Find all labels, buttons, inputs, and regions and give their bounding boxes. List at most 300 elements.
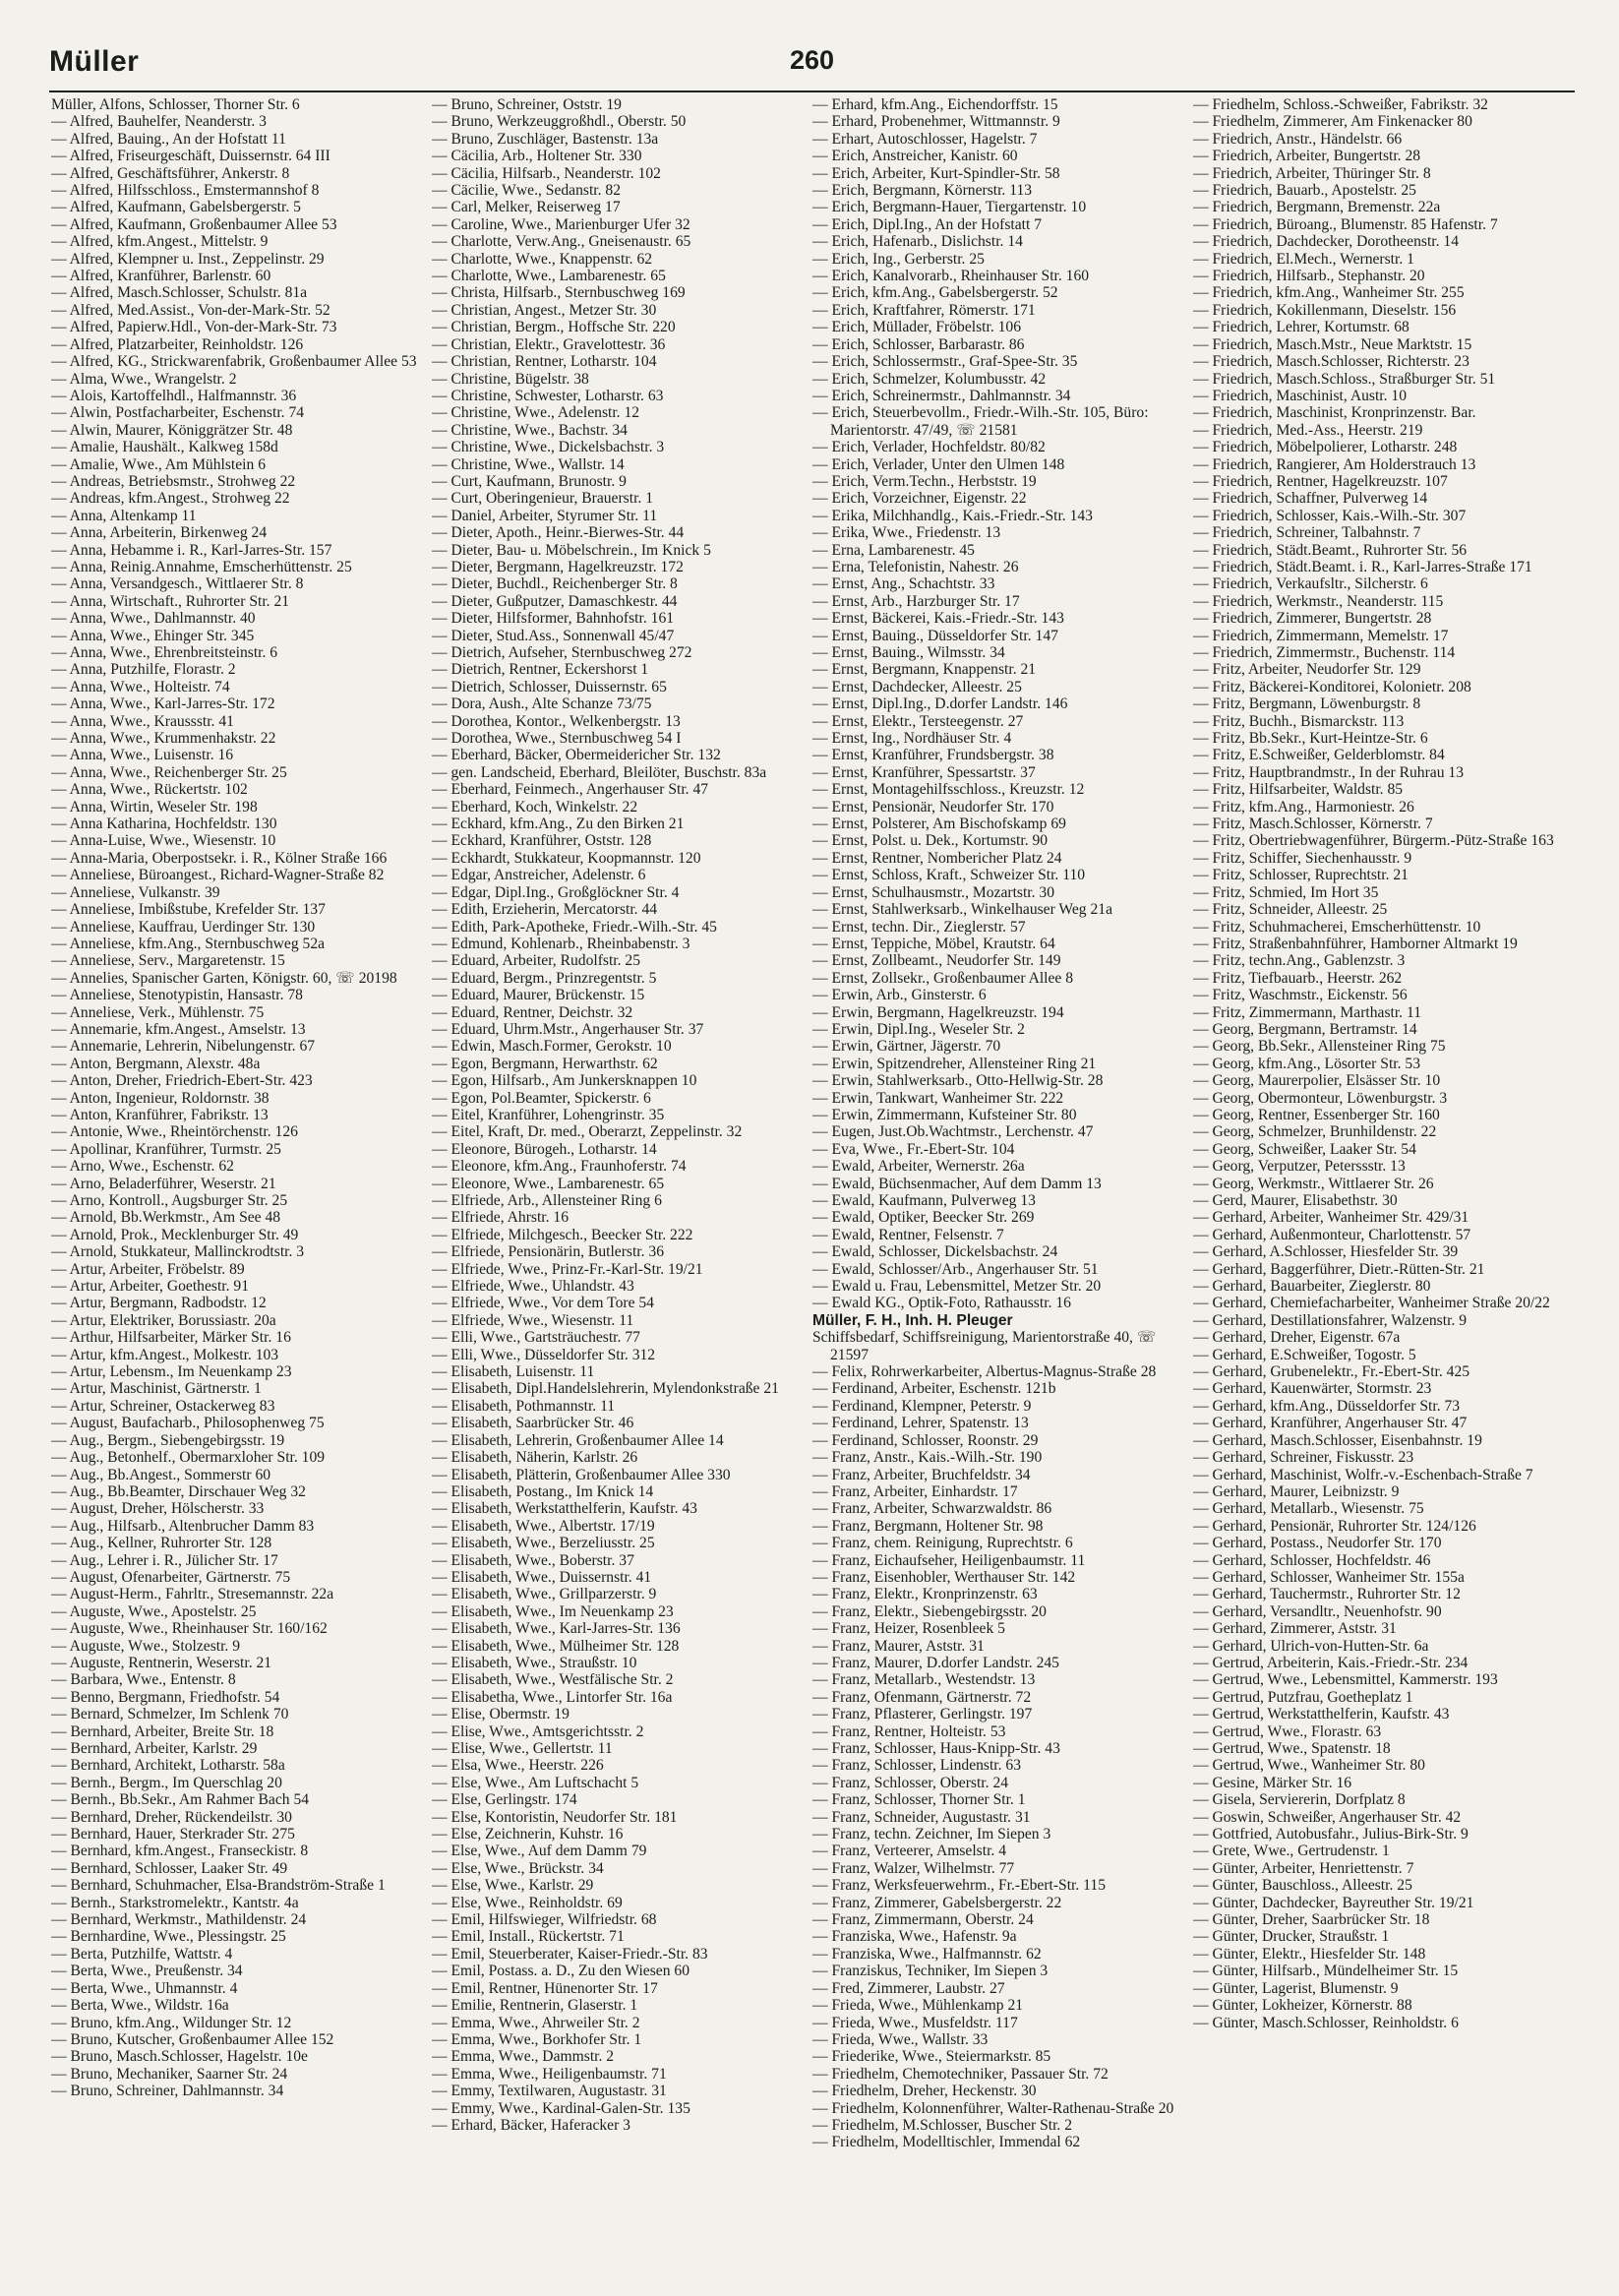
directory-entry: — Eckhard, Kranführer, Oststr. 128 [432,832,652,850]
directory-entry: — Ernst, Pensionär, Neudorfer Str. 170 [812,798,1054,816]
directory-entry: — Franz, Bergmann, Holtener Str. 98 [812,1517,1044,1535]
directory-columns [51,96,1574,2270]
directory-entry: — Franz, Arbeiter, Einhardstr. 17 [812,1482,1018,1500]
directory-entry: — Anneliese, Vulkanstr. 39 [51,883,220,901]
directory-entry: — Friedhelm, M.Schlosser, Buscher Str. 2 [812,2116,1073,2134]
directory-entry: — Erich, Bergmann-Hauer, Tiergartenstr. 10 [812,199,1087,216]
directory-entry: — Gerhard, Kauenwärter, Stormstr. 23 [1193,1380,1432,1398]
directory-entry: — Anton, Dreher, Friedrich-Ebert-Str. 423 [51,1072,313,1090]
directory-entry: — Erhard, kfm.Ang., Eichendorffstr. 15 [812,96,1058,113]
directory-entry: — Franz, Elektr., Kronprinzenstr. 63 [812,1586,1038,1603]
directory-entry: — Christian, Elektr., Gravelottestr. 36 [432,335,666,353]
directory-entry: — Emil, Postass. a. D., Zu den Wiesen 60 [432,1963,690,1980]
directory-entry: — Dieter, Bergmann, Hagelkreuzstr. 172 [432,558,684,575]
directory-entry: — Gerhard, Maurer, Leibnizstr. 9 [1193,1482,1400,1500]
directory-entry: — Christian, Angest., Metzer Str. 30 [432,301,657,319]
directory-entry: — Alwin, Maurer, Königgrätzer Str. 48 [51,421,293,439]
directory-entry: — Bruno, Werkzeuggroßhdl., Oberstr. 50 [432,113,687,131]
directory-entry: — Elfriede, Ahrstr. 16 [432,1209,570,1227]
directory-entry: — Eberhard, Koch, Winkelstr. 22 [432,798,638,816]
directory-entry: — Ernst, Schulhausmstr., Mozartstr. 30 [812,883,1055,901]
directory-entry: — Emma, Wwe., Dammstr. 2 [432,2048,615,2066]
directory-entry: — Frieda, Wwe., Mühlenkamp 21 [812,1997,1024,2015]
directory-entry: — Anna, Hebamme i. R., Karl-Jarres-Str. 157 [51,541,332,559]
directory-entry: — Elfriede, Wwe., Uhlandstr. 43 [432,1278,634,1296]
directory-entry: — Fritz, Obertriebwagenführer, Bürgerm.-Pütz-Straße 163 [1193,832,1554,850]
directory-entry: — Arnold, Prok., Mecklenburger Str. 49 [51,1226,299,1243]
directory-entry: — Gerhard, Versandltr., Neuenhofstr. 90 [1193,1602,1442,1620]
directory-entry: — Gerhard, Maschinist, Wolfr.-v.-Eschenbach-Straße 7 [1193,1466,1533,1483]
directory-entry: — Franz, Zimmerer, Gabelsbergerstr. 22 [812,1894,1062,1911]
directory-entry: — Gerhard, Masch.Schlosser, Eisenbahnstr. 19 [1193,1431,1482,1449]
directory-entry: — Georg, Verputzer, Peterssstr. 13 [1193,1158,1406,1176]
directory-entry: — Gerhard, Bauarbeiter, Zieglerstr. 80 [1193,1278,1431,1296]
directory-entry: — Erich, Verlader, Hochfeldstr. 80/82 [812,439,1046,456]
directory-entry: — Friedhelm, Dreher, Heckenstr. 30 [812,2083,1037,2100]
directory-entry: — Gerhard, Destillationsfahrer, Walzenstr. 9 [1193,1311,1467,1329]
directory-entry: — Eitel, Kraft, Dr. med., Oberarzt, Zeppelinstr. 32 [432,1123,743,1141]
directory-entry: — Alfred, Med.Assist., Von-der-Mark-Str. 52 [51,301,330,319]
directory-entry: — August, Ofenarbeiter, Gärtnerstr. 75 [51,1568,291,1586]
directory-entry: — Charlotte, Wwe., Knappenstr. 62 [432,250,653,268]
directory-entry: — Bruno, kfm.Ang., Wildunger Str. 12 [51,2014,292,2031]
directory-entry: — Anna, Wwe., Dahlmannstr. 40 [51,610,256,628]
directory-entry: — Antonie, Wwe., Rheintörchenstr. 126 [51,1123,298,1141]
directory-entry: — Egon, Pol.Beamter, Spickerstr. 6 [432,1089,651,1107]
directory-entry: — Anton, Bergmann, Alexstr. 48a [51,1055,261,1072]
directory-entry: — Bernhard, Architekt, Lotharstr. 58a [51,1757,285,1775]
directory-entry: — Friedrich, Bauarb., Apostelstr. 25 [1193,182,1416,200]
directory-entry: — Edwin, Masch.Former, Gerokstr. 10 [432,1038,672,1056]
directory-entry: — Bernh., Bb.Sekr., Am Rahmer Bach 54 [51,1791,310,1809]
directory-entry: — Alfred, Klempner u. Inst., Zeppelinstr. 29 [51,250,325,268]
directory-entry: — Alfred, Bauing., An der Hofstatt 11 [51,130,286,148]
directory-entry: — Dieter, Gußputzer, Damaschkestr. 44 [432,592,678,610]
directory-entry: — Bernhard, kfm.Angest., Franseckistr. 8 [51,1843,309,1860]
directory-entry: — Gerhard, Kranführer, Angerhauser Str. 47 [1193,1415,1468,1432]
directory-entry: — Franz, Schlosser, Oberstr. 24 [812,1774,1009,1791]
directory-entry: — Dieter, Stud.Ass., Sonnenwall 45/47 [432,627,675,644]
directory-entry: — Ernst, Dipl.Ing., D.dorfer Landstr. 146 [812,695,1068,713]
directory-entry: — Alfred, KG., Strickwarenfabrik, Großenbaumer Allee 53 [51,353,417,371]
directory-entry: — Friederike, Wwe., Steiermarkstr. 85 [812,2048,1051,2066]
directory-entry: — Alfred, Friseurgeschäft, Duissernstr. 64 III [51,148,330,165]
directory-entry: — Anna, Altenkamp 11 [51,507,197,524]
directory-entry: — Friedrich, Maschinist, Kronprinzenstr. Bar. [1193,404,1476,422]
directory-entry: — Anna, Wwe., Krummenhakstr. 22 [51,730,276,748]
directory-entry: — Günter, Elektr., Hiesfelder Str. 148 [1193,1945,1426,1963]
directory-entry: — Fritz, Schlosser, Ruprechtstr. 21 [1193,867,1409,884]
directory-entry: — Georg, Rentner, Essenberger Str. 160 [1193,1106,1440,1123]
directory-entry: — Georg, Schweißer, Laaker Str. 54 [1193,1140,1416,1158]
directory-entry: — Franz, Walzer, Wilhelmstr. 77 [812,1859,1015,1877]
directory-entry: — Anna, Putzhilfe, Florastr. 2 [51,661,236,679]
directory-entry: — Fritz, Masch.Schlosser, Körnerstr. 7 [1193,816,1433,833]
directory-entry: — Gertrud, Wwe., Lebensmittel, Kammerstr. 193 [1193,1671,1498,1689]
directory-entry: — Aug., Betonhelf., Obermarxloher Str. 109 [51,1449,326,1467]
directory-entry: — Else, Kontoristin, Neudorfer Str. 181 [432,1808,678,1826]
directory-entry: — Erich, Verm.Techn., Herbststr. 19 [812,472,1037,490]
directory-entry: — Emil, Steuerberater, Kaiser-Friedr.-Str. 83 [432,1945,708,1963]
directory-entry: — Artur, Maschinist, Gärtnerstr. 1 [51,1380,262,1398]
directory-entry: — Else, Wwe., Reinholdstr. 69 [432,1894,623,1911]
directory-entry: — Franz, Eisenhobler, Werthauser Str. 142 [812,1568,1076,1586]
directory-entry: — Emmy, Wwe., Kardinal-Galen-Str. 135 [432,2099,690,2117]
directory-entry: — Gertrud, Wwe., Wanheimer Str. 80 [1193,1757,1425,1775]
directory-entry: — Aug., Hilfsarb., Altenbrucher Damm 83 [51,1517,315,1535]
directory-entry: — Georg, Schmelzer, Brunhildenstr. 22 [1193,1123,1437,1141]
directory-entry: — Elisabeth, Wwe., Grillparzerstr. 9 [432,1586,657,1603]
directory-entry: — Alfred, Masch.Schlosser, Schulstr. 81a [51,284,308,302]
directory-entry: — Friedrich, Masch.Mstr., Neue Marktstr. 15 [1193,335,1472,353]
firm-entry: Müller, F. H., Inh. H. Pleuger [812,1311,1013,1329]
directory-entry: — Felix, Rohrwerkarbeiter, Albertus-Magnus-Straße 28 [812,1363,1157,1381]
directory-entry: — Erich, Steuerbevollm., Friedr.-Wilh.-Str. 105, Büro: Marientorstr. 47/49, ☏ 21581 [812,404,1149,439]
directory-entry: — Gerhard, E.Schweißer, Togostr. 5 [1193,1346,1416,1363]
directory-entry: — Georg, Maurerpolier, Elsässer Str. 10 [1193,1072,1441,1090]
directory-entry: — Erich, Vorzeichner, Eigenstr. 22 [812,490,1027,508]
directory-entry: — Fritz, Arbeiter, Neudorfer Str. 129 [1193,661,1421,679]
directory-entry: — Aug., Bergm., Siebengebirgsstr. 19 [51,1431,285,1449]
directory-entry: — Bruno, Zuschläger, Bastenstr. 13a [432,130,659,148]
directory-entry: — Benno, Bergmann, Friedhofstr. 54 [51,1688,280,1706]
directory-entry: — Bernh., Bergm., Im Querschlag 20 [51,1774,282,1791]
directory-entry: — Friedrich, Schreiner, Talbahnstr. 7 [1193,524,1421,542]
directory-entry: — Anneliese, Stenotypistin, Hansastr. 78 [51,987,303,1004]
directory-entry: — Gesine, Märker Str. 16 [1193,1774,1352,1791]
directory-entry: — Franz, Werksfeuerwehrm., Fr.-Ebert-Str. 115 [812,1877,1106,1895]
directory-entry: — Erich, Schmelzer, Kolumbusstr. 42 [812,370,1047,388]
directory-entry: — Alma, Wwe., Wrangelstr. 2 [51,370,237,388]
directory-entry: — Emma, Wwe., Ahrweiler Str. 2 [432,2014,640,2031]
directory-entry: — Anneliese, Büroangest., Richard-Wagner-Straße 82 [51,867,385,884]
directory-entry: — Edmund, Kohlenarb., Rheinbabenstr. 3 [432,935,690,952]
directory-entry: — Erwin, Gärtner, Jägerstr. 70 [812,1038,1001,1056]
directory-entry: — Erwin, Dipl.Ing., Weseler Str. 2 [812,1020,1025,1038]
directory-entry: — Fritz, E.Schweißer, Gelderblomstr. 84 [1193,747,1445,764]
directory-entry: — Günter, Lagerist, Blumenstr. 9 [1193,1979,1399,1997]
directory-entry: — Anneliese, Verk., Mühlenstr. 75 [51,1003,265,1021]
directory-entry: — Annemarie, Lehrerin, Nibelungenstr. 67 [51,1038,316,1056]
directory-entry: — Franz, Arbeiter, Bruchfeldstr. 34 [812,1466,1031,1483]
directory-entry: — Curt, Oberingenieur, Brauerstr. 1 [432,490,653,508]
directory-entry: — Emma, Wwe., Heiligenbaumstr. 71 [432,2065,667,2083]
directory-entry: — Bernhard, Dreher, Rückendeilstr. 30 [51,1808,292,1826]
directory-entry: — Friedrich, kfm.Ang., Wanheimer Str. 255 [1193,284,1465,302]
directory-entry: — Friedrich, Lehrer, Kortumstr. 68 [1193,319,1409,336]
directory-entry: — Friedhelm, Chemotechniker, Passauer Str. 72 [812,2065,1109,2083]
directory-entry: — Else, Zeichnerin, Kuhstr. 16 [432,1826,624,1843]
directory-entry: — Anna, Reinig.Annahme, Emscherhüttenstr. 25 [51,558,352,575]
directory-entry: — Friedrich, Masch.Schloss., Straßburger Str. 51 [1193,370,1496,388]
directory-entry: — Artur, Arbeiter, Goethestr. 91 [51,1278,249,1296]
directory-entry: — Edgar, Dipl.Ing., Großglöckner Str. 4 [432,883,680,901]
directory-entry: — Bernhard, Arbeiter, Karlstr. 29 [51,1740,258,1757]
directory-entry: — Günter, Lokheizer, Körnerstr. 88 [1193,1997,1412,2015]
directory-entry: — Erhart, Autoschlosser, Hagelstr. 7 [812,130,1038,148]
directory-entry: — Arthur, Hilfsarbeiter, Märker Str. 16 [51,1329,291,1347]
directory-entry: — Friedrich, Städt.Beamt., Ruhrorter Str. 56 [1193,541,1468,559]
directory-entry: — Friedhelm, Schloss.-Schweißer, Fabrikstr. 32 [1193,96,1488,113]
directory-entry: — Franz, Elektr., Siebengebirgsstr. 20 [812,1602,1047,1620]
directory-entry: — Franz, Heizer, Rosenbleek 5 [812,1620,1005,1638]
directory-entry: — Alfred, Papierw.Hdl., Von-der-Mark-Str. 73 [51,319,337,336]
directory-entry: — Gerhard, Grubenelektr., Fr.-Ebert-Str. 425 [1193,1363,1470,1381]
directory-entry: — Günter, Hilfsarb., Mündelheimer Str. 15 [1193,1963,1459,1980]
directory-entry: — Edith, Erzieherin, Mercatorstr. 44 [432,901,658,919]
directory-entry: — Bernhard, Werkmstr., Mathildenstr. 24 [51,1911,307,1929]
directory-entry: — Christine, Wwe., Dickelsbachstr. 3 [432,439,665,456]
directory-entry: — Egon, Bergmann, Herwarthstr. 62 [432,1055,658,1072]
directory-entry: — Ferdinand, Klempner, Peterstr. 9 [812,1397,1032,1415]
directory-entry: — Ewald, Rentner, Felsenstr. 7 [812,1226,1004,1243]
directory-entry: — Erich, Verlader, Unter den Ulmen 148 [812,455,1065,473]
directory-entry: — Fritz, Bäckerei-Konditorei, Kolonietr. 208 [1193,678,1471,695]
directory-entry: — Elisabeth, Werkstatthelferin, Kaufstr. 43 [432,1500,697,1518]
directory-entry: — Eva, Wwe., Fr.-Ebert-Str. 104 [812,1140,1015,1158]
directory-entry: — Gerhard, Postass., Neudorfer Str. 170 [1193,1535,1442,1552]
directory-entry: — Ernst, Polsterer, Am Bischofskamp 69 [812,816,1066,833]
directory-entry: — Friedrich, Schlosser, Kais.-Wilh.-Str. 307 [1193,507,1467,524]
directory-entry: — Gerhard, Metallarb., Wiesenstr. 75 [1193,1500,1424,1518]
directory-entry: — Franziska, Wwe., Halfmannstr. 62 [812,1945,1042,1963]
directory-entry: — Anna, Wwe., Rückertstr. 102 [51,781,248,799]
directory-entry: — Artur, Arbeiter, Fröbelstr. 89 [51,1260,245,1278]
directory-entry: — Günter, Drucker, Straußstr. 1 [1193,1928,1390,1946]
column-1 [51,96,432,2270]
directory-entry: — Elfriede, Milchgesch., Beecker Str. 222 [432,1226,693,1243]
directory-entry: — Anna, Wirtin, Weseler Str. 198 [51,798,258,816]
directory-entry: — Gerhard, Ulrich-von-Hutten-Str. 6a [1193,1637,1429,1655]
directory-entry: — Daniel, Arbeiter, Styrumer Str. 11 [432,507,658,524]
directory-entry: — Elise, Wwe., Amtsgerichtsstr. 2 [432,1722,644,1740]
directory-entry: — Erich, kfm.Ang., Gabelsbergerstr. 52 [812,284,1058,302]
directory-entry: — August-Herm., Fahrltr., Stresemannstr. 22a [51,1586,334,1603]
directory-entry: — Ferdinand, Arbeiter, Eschenstr. 121b [812,1380,1056,1398]
directory-entry: — Friedrich, Arbeiter, Thüringer Str. 8 [1193,164,1431,182]
directory-entry: — Arnold, Stukkateur, Mallinckrodtstr. 3 [51,1243,305,1261]
directory-entry: — Gertrud, Wwe., Florastr. 63 [1193,1722,1382,1740]
directory-entry: — Eberhard, Bäcker, Obermeidericher Str. 132 [432,747,721,764]
directory-entry: — Anton, Kranführer, Fabrikstr. 13 [51,1106,269,1123]
directory-entry: — Dora, Aush., Alte Schanze 73/75 [432,695,652,713]
directory-entry: — Elisabeth, Wwe., Duissernstr. 41 [432,1568,652,1586]
directory-entry: — Erich, Kraftfahrer, Römerstr. 171 [812,301,1036,319]
directory-entry: — Alfred, Kaufmann, Gabelsbergerstr. 5 [51,199,301,216]
directory-entry: — Berta, Wwe., Preußenstr. 34 [51,1963,243,1980]
directory-entry: — Eleonore, kfm.Ang., Fraunhoferstr. 74 [432,1158,687,1176]
directory-entry: — Friedrich, Arbeiter, Bungertstr. 28 [1193,148,1421,165]
directory-entry: — Ernst, Bäckerei, Kais.-Friedr.-Str. 143 [812,610,1064,628]
directory-entry: — Elfriede, Wwe., Prinz-Fr.-Karl-Str. 19/21 [432,1260,703,1278]
directory-entry: — Franz, Metallarb., Westendstr. 13 [812,1671,1036,1689]
directory-entry: — Else, Gerlingstr. 174 [432,1791,577,1809]
directory-entry: — Emilie, Rentnerin, Glaserstr. 1 [432,1997,638,2015]
directory-entry: — Andreas, Betriebsmstr., Strohweg 22 [51,472,296,490]
directory-entry: — Erich, Ing., Gerberstr. 25 [812,250,985,268]
directory-entry: — Emil, Hilfswieger, Wilfriedstr. 68 [432,1911,657,1929]
directory-entry: — Friedrich, Bergmann, Bremenstr. 22a [1193,199,1441,216]
header-surname: Müller [49,45,140,78]
directory-entry: — Elisabeth, Saarbrücker Str. 46 [432,1415,634,1432]
directory-entry: — Caroline, Wwe., Marienburger Ufer 32 [432,215,690,233]
directory-entry: — Anna, Versandgesch., Wittlaerer Str. 8 [51,575,304,593]
directory-entry: — Günter, Masch.Schlosser, Reinholdstr. 6 [1193,2014,1459,2031]
directory-entry: — Alfred, kfm.Angest., Mittelstr. 9 [51,233,269,251]
column-3 [812,96,1193,2270]
directory-entry: — Alfred, Platzarbeiter, Reinholdstr. 126 [51,335,304,353]
directory-entry: — Elfriede, Pensionärin, Butlerstr. 36 [432,1243,665,1261]
directory-entry: — Eduard, Bergm., Prinzregentstr. 5 [432,969,657,987]
directory-entry: — Dieter, Apoth., Heinr.-Bierwes-Str. 44 [432,524,685,542]
directory-entry: — Carl, Melker, Reiserweg 17 [432,199,621,216]
directory-entry: — Anna, Wwe., Karl-Jarres-Str. 172 [51,695,275,713]
directory-entry: — Erwin, Bergmann, Hagelkreuzstr. 194 [812,1003,1064,1021]
directory-entry: — Ernst, Montagehilfsschloss., Kreuzstr. 12 [812,781,1085,799]
directory-entry: — Ernst, Teppiche, Möbel, Krautstr. 64 [812,935,1055,952]
directory-entry: — Anna, Wwe., Ehrenbreitsteinstr. 6 [51,644,278,661]
directory-entry: — Bruno, Mechaniker, Saarner Str. 24 [51,2065,288,2083]
directory-entry: — Grete, Wwe., Gertrudenstr. 1 [1193,1843,1390,1860]
directory-entry: — Dorothea, Kontor., Welkenbergstr. 13 [432,712,681,730]
directory-entry: — Bernhard, Schuhmacher, Elsa-Brandström-Straße 1 [51,1877,386,1895]
directory-entry: — Berta, Wwe., Uhmannstr. 4 [51,1979,238,1997]
directory-entry: — Eckhard, kfm.Ang., Zu den Birken 21 [432,816,685,833]
directory-entry: — Elisabeth, Wwe., Boberstr. 37 [432,1551,634,1569]
directory-entry: — Erwin, Stahlwerksarb., Otto-Hellwig-Str. 28 [812,1072,1104,1090]
directory-entry: — Erich, Hafenarb., Dislichstr. 14 [812,233,1023,251]
directory-entry: — Erich, Anstreicher, Kanistr. 60 [812,148,1018,165]
directory-entry: — Günter, Dachdecker, Bayreuther Str. 19/21 [1193,1894,1474,1911]
directory-entry: — Günter, Dreher, Saarbrücker Str. 18 [1193,1911,1430,1929]
directory-entry: — Friedrich, Masch.Schlosser, Richterstr. 23 [1193,353,1469,371]
directory-entry: — Anna, Wirtschaft., Ruhrorter Str. 21 [51,592,290,610]
directory-entry: — Anna, Wwe., Luisenstr. 16 [51,747,234,764]
directory-entry: — Elise, Wwe., Gellertstr. 11 [432,1740,613,1757]
directory-entry: — gen. Landscheid, Eberhard, Bleilöter, Buschstr. 83a [432,763,767,781]
directory-entry: — Gertrud, Putzfrau, Goetheplatz 1 [1193,1688,1413,1706]
directory-entry: — Ernst, Elektr., Tersteegenstr. 27 [812,712,1024,730]
directory-entry: — Goswin, Schweißer, Angerhauser Str. 42 [1193,1808,1462,1826]
directory-entry: — Dietrich, Aufseher, Sternbuschweg 272 [432,644,692,661]
directory-entry: — Ernst, Schloss, Kraft., Schweizer Str. 110 [812,867,1086,884]
directory-entry: — Friedrich, Möbelpolierer, Lotharstr. 248 [1193,439,1458,456]
directory-entry: — Anneliese, Imbißstube, Krefelder Str. 137 [51,901,326,919]
directory-entry: — Berta, Putzhilfe, Wattstr. 4 [51,1945,233,1963]
directory-entry: — Gerhard, Schreiner, Fiskusstr. 23 [1193,1449,1414,1467]
directory-entry: — Dieter, Buchdl., Reichenberger Str. 8 [432,575,678,593]
directory-entry: — Friedrich, Werkmstr., Neanderstr. 115 [1193,592,1444,610]
directory-entry: — Amalie, Haushält., Kalkweg 158d [51,439,278,456]
directory-entry: — Elisabeth, Wwe., Berzeliusstr. 25 [432,1535,655,1552]
directory-entry: — Eugen, Just.Ob.Wachtmstr., Lerchenstr. 47 [812,1123,1094,1141]
directory-entry: — Christine, Wwe., Bachstr. 34 [432,421,628,439]
directory-entry: — Eitel, Kranführer, Lohengrinstr. 35 [432,1106,665,1123]
directory-entry: — Christa, Hilfsarb., Sternbuschweg 169 [432,284,686,302]
directory-entry: — Elisabeth, Näherin, Karlstr. 26 [432,1449,638,1467]
directory-entry: — Franziska, Wwe., Hafenstr. 9a [812,1928,1017,1946]
directory-entry: — Friedhelm, Kolonnenführer, Walter-Rathenau-Straße 20 [812,2099,1174,2117]
directory-entry: — Friedrich, Zimmermstr., Buchenstr. 114 [1193,644,1456,661]
directory-entry: — Friedrich, El.Mech., Wernerstr. 1 [1193,250,1414,268]
directory-entry: — Arnold, Bb.Werkmstr., Am See 48 [51,1209,281,1227]
column-4 [1193,96,1574,2270]
directory-entry: — Artur, kfm.Angest., Molkestr. 103 [51,1346,279,1363]
directory-entry: — Alfred, Kaufmann, Großenbaumer Allee 53 [51,215,337,233]
directory-entry: — Friedrich, Büroang., Blumenstr. 85 Hafenstr. 7 [1193,215,1498,233]
page-number: 260 [789,45,835,75]
directory-entry: — Ernst, Ing., Nordhäuser Str. 4 [812,730,1012,748]
directory-entry: — Erna, Telefonistin, Nahestr. 26 [812,558,1019,575]
directory-entry: — Franz, Maurer, D.dorfer Landstr. 245 [812,1654,1059,1671]
directory-entry: — Bernh., Starkstromelektr., Kantstr. 4a [51,1894,299,1911]
directory-entry: — Günter, Bauschloss., Alleestr. 25 [1193,1877,1412,1895]
directory-entry: — Gerhard, Arbeiter, Wanheimer Str. 429/31 [1193,1209,1469,1227]
directory-entry: — Anna Katharina, Hochfeldstr. 130 [51,816,277,833]
directory-entry: — Gerhard, kfm.Ang., Düsseldorfer Str. 73 [1193,1397,1461,1415]
directory-entry: — Fritz, Straßenbahnführer, Hamborner Altmarkt 19 [1193,935,1518,952]
directory-entry: — Elisabeth, Wwe., Straußstr. 10 [432,1654,637,1671]
directory-entry: — Edgar, Anstreicher, Adelenstr. 6 [432,867,646,884]
directory-entry: — Aug., Lehrer i. R., Jülicher Str. 17 [51,1551,278,1569]
directory-entry: — Erich, Schlosser, Barbarastr. 86 [812,335,1025,353]
directory-entry: — Emil, Install., Rückertstr. 71 [432,1928,625,1946]
directory-entry: — Friedrich, Maschinist, Austr. 10 [1193,387,1408,404]
directory-entry: — Anneliese, Serv., Margaretenstr. 15 [51,952,285,970]
directory-entry: — Auguste, Rentnerin, Weserstr. 21 [51,1654,272,1671]
directory-entry: — Annemarie, kfm.Angest., Amselstr. 13 [51,1020,306,1038]
directory-entry: — Elisabeth, Wwe., Westfälische Str. 2 [432,1671,674,1689]
directory-entry: — Elisabeth, Wwe., Albertstr. 17/19 [432,1517,655,1535]
directory-entry: — Frieda, Wwe., Musfeldstr. 117 [812,2014,1018,2031]
directory-entry: — Friedrich, Dachdecker, Dorotheenstr. 14 [1193,233,1460,251]
directory-entry: — Elfriede, Wwe., Wiesenstr. 11 [432,1311,634,1329]
directory-entry: — Elisabeth, Postang., Im Knick 14 [432,1482,654,1500]
directory-entry: — Georg, kfm.Ang., Lösorter Str. 53 [1193,1055,1420,1072]
directory-entry: — Ewald KG., Optik-Foto, Rathausstr. 16 [812,1295,1071,1312]
directory-entry: — Fritz, Schuhmacherei, Emscherhüttenstr. 10 [1193,918,1481,936]
directory-entry: — Gerhard, Baggerführer, Dietr.-Rütten-Str. 21 [1193,1260,1485,1278]
directory-entry: — Fritz, Schiffer, Siechenhausstr. 9 [1193,849,1412,867]
directory-entry: — Gerhard, Außenmonteur, Charlottenstr. 57 [1193,1226,1471,1243]
directory-entry: — Elisabeth, Lehrerin, Großenbaumer Allee 14 [432,1431,724,1449]
directory-entry: — Franz, Schneider, Augustastr. 31 [812,1808,1031,1826]
directory-entry: — Ferdinand, Lehrer, Spatenstr. 13 [812,1415,1029,1432]
directory-entry: — Erwin, Tankwart, Wanheimer Str. 222 [812,1089,1064,1107]
directory-entry: — Gerhard, Pensionär, Ruhrorter Str. 124/126 [1193,1517,1476,1535]
directory-entry: — Anneliese, kfm.Ang., Sternbuschweg 52a [51,935,326,952]
directory-entry: — Ewald, Kaufmann, Pulverweg 13 [812,1192,1036,1209]
page-header [49,43,1575,92]
directory-entry: — August, Baufacharb., Philosophenweg 75 [51,1415,325,1432]
directory-entry: — Fritz, Zimmermann, Marthastr. 11 [1193,1003,1421,1021]
directory-entry: — Erich, Kanalvorarb., Rheinhauser Str. 160 [812,268,1090,285]
directory-entry: — Gerhard, Chemiefacharbeiter, Wanheimer Straße 20/22 [1193,1295,1550,1312]
directory-entry: — Ernst, Ang., Schachtstr. 33 [812,575,995,593]
directory-entry: — Friedhelm, Modelltischler, Immendal 62 [812,2134,1081,2151]
directory-entry: — Emil, Rentner, Hünenorter Str. 17 [432,1979,658,1997]
directory-entry: — Erika, Wwe., Friedenstr. 13 [812,524,1001,542]
directory-entry: — Friedrich, Med.-Ass., Heerstr. 219 [1193,421,1423,439]
directory-entry: — Eduard, Rentner, Deichstr. 32 [432,1003,633,1021]
directory-entry: — Cäcilia, Arb., Holtener Str. 330 [432,148,642,165]
directory-entry: — Friedrich, Rentner, Hagelkreuzstr. 107 [1193,472,1448,490]
directory-entry: — Fritz, Bergmann, Löwenburgstr. 8 [1193,695,1421,713]
directory-entry: — Franz, Zimmermann, Oberstr. 24 [812,1911,1034,1929]
directory-entry: — Christine, Schwester, Lotharstr. 63 [432,387,664,404]
directory-entry: — Bernhard, Arbeiter, Breite Str. 18 [51,1722,274,1740]
directory-entry: — Gertrud, Arbeiterin, Kais.-Friedr.-Str. 234 [1193,1654,1469,1671]
